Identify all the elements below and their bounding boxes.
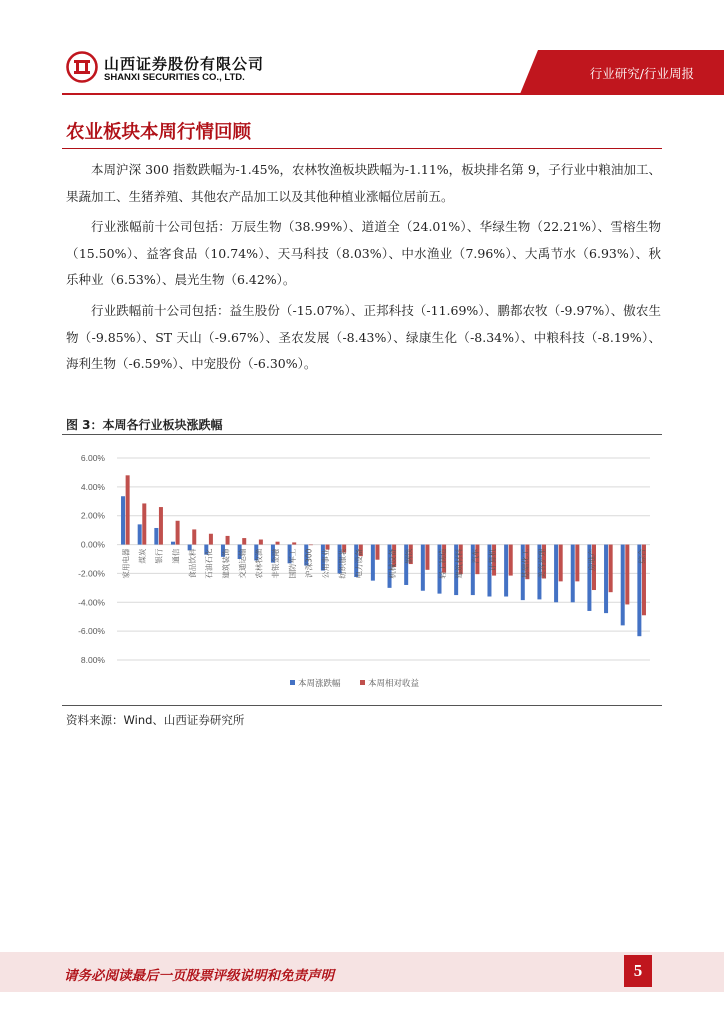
figure-rule-top <box>62 434 662 435</box>
x-tick-label: 基础化工 <box>521 548 531 579</box>
bar-relative-return-24 <box>509 545 513 576</box>
x-tick-label: 公用事业 <box>321 548 331 579</box>
x-tick-label: 家用电器 <box>121 548 131 579</box>
bar-relative-return-30 <box>609 545 613 593</box>
paragraph-top-gainers: 行业涨幅前十公司包括：万辰生物（38.99%）、道道全（24.01%）、华绿生物（22.21%）、雪榕生物（15.50%）、益客食品（10.74%）、天马科技（8.03%）、中水渔业（7.96%）、大禹节水（6.93%）、秋乐种业（6.53%）、晨光生物（6.42%）。 <box>66 219 661 287</box>
bar-weekly-change-24 <box>504 545 508 597</box>
x-tick-label: 机械设备 <box>387 548 397 579</box>
y-tick-label: 2.00% <box>80 510 105 521</box>
x-tick-label: 非银金融 <box>271 548 281 579</box>
x-tick-label: 石油石化 <box>204 548 214 579</box>
bar-relative-return-12 <box>309 545 313 546</box>
x-tick-label: 交通运输 <box>237 548 247 579</box>
bar-relative-return-6 <box>209 534 213 545</box>
x-tick-label: 轻工制造 <box>437 548 447 579</box>
bar-relative-return-8 <box>242 538 246 544</box>
chart-y-axis <box>78 453 105 665</box>
y-tick-label: 4.00% <box>80 481 105 492</box>
bar-relative-return-4 <box>176 521 180 545</box>
figure-rule-bottom <box>62 705 662 706</box>
x-tick-label: 煤炭 <box>137 548 147 564</box>
x-tick-label: 银行 <box>154 548 164 564</box>
bar-weekly-change-2 <box>138 524 142 544</box>
x-tick-label: 综合 <box>637 548 647 564</box>
bar-weekly-change-19 <box>421 545 425 591</box>
bar-relative-return-3 <box>159 507 163 545</box>
report-type: 行业研究/行业周报 <box>589 66 694 81</box>
header-rule <box>62 93 724 95</box>
bar-relative-return-5 <box>192 529 196 544</box>
section-title: 农业板块本周行情回顾 <box>66 122 252 143</box>
legend-label: 本周相对收益 <box>368 679 420 689</box>
legend-swatch <box>360 680 365 685</box>
company-name-en: SHANXI SECURITIES CO., LTD. <box>104 72 245 83</box>
x-tick-label: 建筑装饰 <box>221 548 231 579</box>
bar-relative-return-28 <box>575 545 579 582</box>
x-tick-label: 国防军工 <box>287 548 297 579</box>
bar-relative-return-7 <box>226 536 230 545</box>
bar-weekly-change-30 <box>604 545 608 614</box>
legend-swatch <box>290 680 295 685</box>
bar-relative-return-27 <box>559 545 563 582</box>
bar-weekly-change-4 <box>171 542 175 545</box>
bar-relative-return-16 <box>375 545 379 560</box>
footer-disclaimer: 请务必阅读最后一页股票评级说明和免责声明 <box>64 968 334 984</box>
bar-weekly-change-3 <box>154 528 158 545</box>
bar-weekly-change-27 <box>554 545 558 603</box>
y-tick-label: -6.00% <box>78 626 105 637</box>
x-tick-label: 沪深300 <box>304 548 314 578</box>
bar-weekly-change-31 <box>621 545 625 626</box>
company-logo-icon <box>66 51 98 83</box>
page-number: 5 <box>624 955 652 987</box>
x-tick-label: 汽车 <box>471 548 481 564</box>
y-tick-label: 6.00% <box>80 453 105 463</box>
x-tick-label: 电力设备 <box>354 548 364 579</box>
chart-x-axis <box>120 548 646 578</box>
y-tick-label: -4.00% <box>78 597 105 608</box>
y-tick-label: 0.00% <box>80 539 105 550</box>
chart-bars <box>121 475 646 636</box>
x-tick-label: 钢铁 <box>404 548 414 564</box>
figure-title: 图 3：本周各行业板块涨跌幅 <box>66 418 223 432</box>
paragraph-market-review: 本周沪深 300 指数跌幅为-1.45%，农林牧渔板块跌幅为-1.11%，板块排名第 9，子行业中粮油加工、果蔬加工、生猪养殖、其他农产品加工以及其他种植业涨幅位居前五。 <box>66 162 661 204</box>
sector-change-chart <box>62 440 662 702</box>
bar-weekly-change-28 <box>571 545 575 603</box>
company-name-cn: 山西证券股份有限公司 <box>104 55 265 73</box>
x-tick-label: 通信 <box>171 548 181 564</box>
chart-legend <box>290 678 420 689</box>
page-header <box>0 0 724 100</box>
x-tick-label: 纺织服装 <box>337 548 347 579</box>
y-tick-label: -2.00% <box>78 568 105 579</box>
bar-relative-return-19 <box>425 545 429 570</box>
section-title-rule <box>62 148 662 149</box>
legend-label: 本周涨跌幅 <box>298 679 341 689</box>
bar-relative-return-11 <box>292 542 296 544</box>
bar-relative-return-31 <box>625 545 629 605</box>
figure-source: 资料来源：Wind、山西证券研究所 <box>66 713 245 727</box>
x-tick-label: 建筑材料 <box>454 548 464 579</box>
bar-weekly-change-16 <box>371 545 375 581</box>
paragraph-top-losers: 行业跌幅前十公司包括：益生股份（-15.07%）、正邦科技（-11.69%）、鹏都农牧（-9.97%）、傲农生物（-9.85%）、ST 天山（-9.67%）、圣农发展（-8.43%）、绿康生化（-8.34%）、中粮科技（-8.19%）、海利生物（-6.59%）、中宠股份（-6.30%）。 <box>66 303 661 371</box>
x-tick-label: 农林牧渔 <box>254 548 264 579</box>
bar-relative-return-10 <box>276 542 280 545</box>
y-tick-label: 8.00% <box>80 655 105 665</box>
bar-relative-return-1 <box>126 475 130 544</box>
x-tick-label: 美容护理 <box>537 548 547 579</box>
bar-relative-return-2 <box>142 503 146 544</box>
bar-relative-return-9 <box>259 540 263 545</box>
x-tick-label: 计算机 <box>487 548 497 572</box>
x-tick-label: 食品饮料 <box>187 548 197 579</box>
bar-weekly-change-1 <box>121 496 125 544</box>
x-tick-label: 房地产 <box>587 548 597 572</box>
